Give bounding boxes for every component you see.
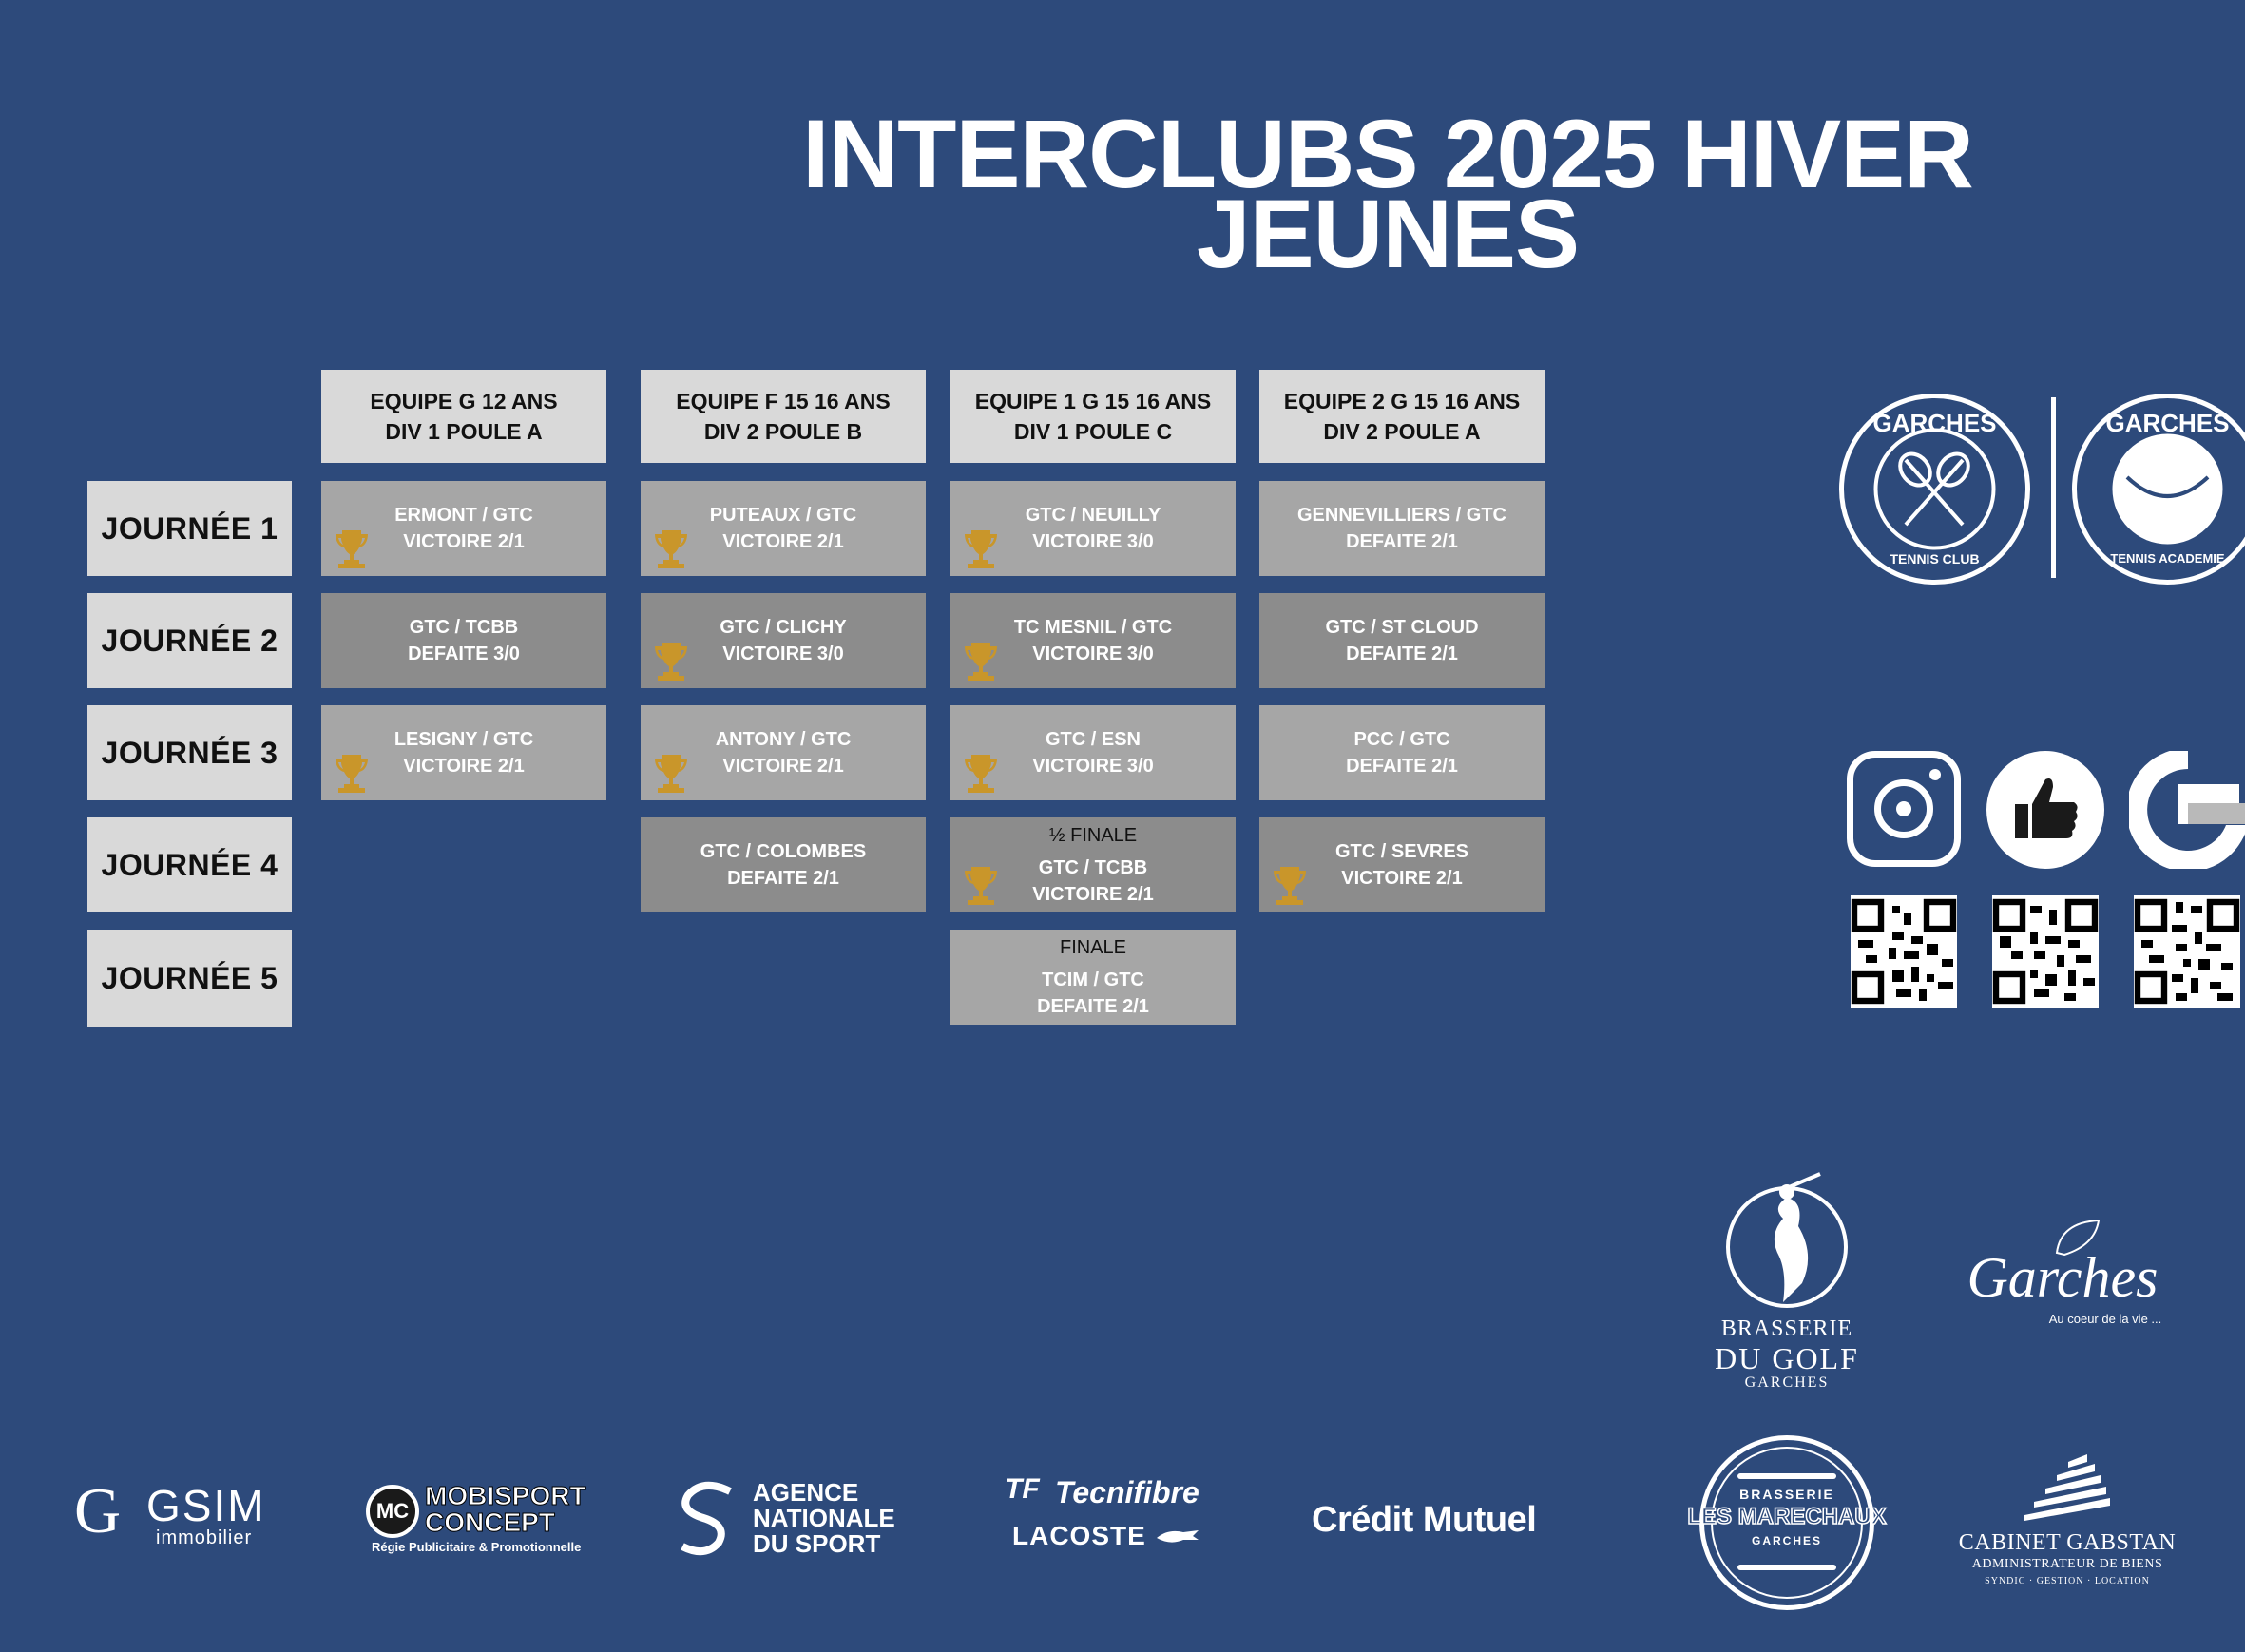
- tennis-academie-top: GARCHES: [2105, 409, 2230, 437]
- lacoste-name: LACOSTE: [1012, 1521, 1146, 1550]
- garches-name: Garches: [1967, 1246, 2159, 1309]
- day-label-3: JOURNÉE 3: [87, 705, 292, 800]
- day-label-2: JOURNÉE 2: [87, 593, 292, 688]
- marechaux-bottom: GARCHES: [1751, 1534, 1822, 1547]
- match-teams: PUTEAUX / GTC: [709, 505, 857, 526]
- mobisport-sub: Régie Publicitaire & Promotionnelle: [372, 1540, 582, 1554]
- team-division: DIV 1 POULE A: [385, 419, 543, 444]
- crocodile-icon: [1155, 1525, 1200, 1547]
- team-division: DIV 2 POULE B: [703, 419, 863, 444]
- trophy-icon: [962, 753, 1000, 793]
- day-label-5: JOURNÉE 5: [87, 930, 292, 1027]
- brasserie-golf-line1: BRASSERIE: [1720, 1316, 1853, 1341]
- gsim-name: GSIM: [146, 1481, 266, 1530]
- match-teams: ERMONT / GTC: [394, 505, 533, 526]
- mobisport-line1: MOBISPORT: [425, 1481, 586, 1510]
- match-cell: [950, 705, 1236, 800]
- match-round: ½ FINALE: [1048, 825, 1138, 846]
- match-teams: ANTONY / GTC: [715, 729, 852, 750]
- match-result: VICTOIRE 2/1: [1341, 868, 1463, 889]
- knife-icon: [1737, 1565, 1836, 1570]
- gabstan-line1: CABINET GABSTAN: [1958, 1530, 2177, 1555]
- match-cell: [950, 481, 1236, 576]
- page-title: [779, 100, 1996, 288]
- team-header-1: [641, 370, 926, 463]
- trophy-icon: [333, 528, 371, 568]
- credit-mutuel-name: Crédit Mutuel: [1312, 1500, 1537, 1540]
- match-round: FINALE: [1059, 937, 1127, 958]
- match-cell: [641, 481, 926, 576]
- match-result: VICTOIRE 3/0: [722, 644, 844, 664]
- match-teams: GTC / TCBB: [409, 617, 519, 638]
- qr-code-instagram[interactable]: [1851, 895, 1957, 1008]
- marechaux-top: BRASSERIE: [1739, 1487, 1834, 1502]
- match-teams: LESIGNY / GTC: [393, 729, 534, 750]
- match-cell: [950, 593, 1236, 688]
- match-cell: [321, 593, 606, 688]
- trophy-icon: [652, 753, 690, 793]
- sponsor-gsim: [74, 1474, 283, 1548]
- match-cell: [321, 481, 606, 576]
- match-result: VICTOIRE 2/1: [403, 756, 525, 777]
- match-result: VICTOIRE 3/0: [1032, 644, 1154, 664]
- match-result: VICTOIRE 2/1: [722, 756, 844, 777]
- team-name: EQUIPE 1 G 15 16 ANS: [974, 389, 1212, 413]
- tecnifibre-logo-icon: TF: [1005, 1473, 1040, 1505]
- title-line-1: INTERCLUBS 2025 HIVER: [802, 100, 1973, 208]
- sponsor-cabinet-gabstan: [1948, 1445, 2186, 1597]
- match-teams: GTC / TCBB: [1038, 857, 1148, 878]
- ans-logo-icon: [675, 1478, 741, 1560]
- match-teams: GTC / SEVRES: [1334, 841, 1469, 862]
- sponsor-tecnifibre-lacoste: [1003, 1471, 1212, 1557]
- tecnifibre-name: Tecnifibre: [1055, 1475, 1199, 1509]
- match-result: VICTOIRE 3/0: [1032, 531, 1154, 552]
- match-result: DEFAITE 2/1: [1346, 531, 1458, 552]
- match-result: VICTOIRE 2/1: [1032, 884, 1154, 905]
- match-result: DEFAITE 2/1: [1037, 996, 1149, 1017]
- facebook-like-icon[interactable]: [1986, 751, 2104, 869]
- sponsor-brasserie-du-golf: [1692, 1169, 1882, 1407]
- team-name: EQUIPE F 15 16 ANS: [676, 389, 891, 413]
- match-teams: GENNEVILLIERS / GTC: [1296, 505, 1507, 526]
- team-header-0: [321, 370, 606, 463]
- trophy-icon: [962, 865, 1000, 905]
- match-result: VICTOIRE 3/0: [1032, 756, 1154, 777]
- marechaux-name: LES MARECHAUX: [1687, 1504, 1887, 1529]
- team-name: EQUIPE G 12 ANS: [370, 389, 558, 413]
- match-teams: GTC / COLOMBES: [700, 841, 867, 862]
- team-division: DIV 2 POULE A: [1323, 419, 1481, 444]
- logo-divider: [2051, 397, 2056, 578]
- trophy-icon: [333, 753, 371, 793]
- sponsor-garches-ville: [1948, 1217, 2177, 1331]
- match-cell: [641, 817, 926, 912]
- trophy-icon: [1271, 865, 1309, 905]
- tennis-academie-logo: [2070, 392, 2245, 586]
- building-icon: [2015, 1445, 2120, 1521]
- golfer-icon: [1692, 1169, 1882, 1312]
- match-cell: [641, 705, 926, 800]
- sponsor-credit-mutuel: [1312, 1500, 1587, 1547]
- gabstan-line3: SYNDIC · GESTION · LOCATION: [1985, 1576, 2150, 1586]
- qr-code-google[interactable]: [2134, 895, 2240, 1008]
- gsim-sub: immobilier: [156, 1527, 253, 1548]
- sponsor-ans: [675, 1478, 903, 1564]
- ans-line2: NATIONALE: [753, 1504, 895, 1532]
- match-teams: PCC / GTC: [1353, 729, 1450, 750]
- trophy-icon: [962, 641, 1000, 681]
- match-result: VICTOIRE 2/1: [722, 531, 844, 552]
- day-label-1: JOURNÉE 1: [87, 481, 292, 576]
- mobisport-line2: CONCEPT: [425, 1508, 555, 1537]
- match-result: VICTOIRE 2/1: [403, 531, 525, 552]
- tennis-academie-bottom: TENNIS ACADEMIE: [2110, 551, 2225, 566]
- mc-logo-icon: MC: [366, 1485, 419, 1538]
- match-teams: GTC / NEUILLY: [1025, 505, 1161, 526]
- tennis-club-bottom: TENNIS CLUB: [1890, 551, 1980, 567]
- trophy-icon: [652, 528, 690, 568]
- garches-tagline: Au coeur de la vie ...: [2048, 1312, 2162, 1326]
- match-cell: [1259, 593, 1545, 688]
- google-icon[interactable]: [2129, 751, 2245, 869]
- match-teams: TC MESNIL / GTC: [1013, 617, 1173, 638]
- trophy-icon: [962, 528, 1000, 568]
- tennis-club-logo: [1837, 392, 2032, 586]
- fork-icon: [1737, 1473, 1836, 1479]
- match-result: DEFAITE 2/1: [1346, 756, 1458, 777]
- sponsor-les-marechaux: [1682, 1435, 1891, 1616]
- match-result: DEFAITE 2/1: [727, 868, 839, 889]
- match-teams: GTC / CLICHY: [720, 617, 847, 638]
- match-cell: [1259, 481, 1545, 576]
- team-header-3: [1259, 370, 1545, 463]
- team-name: EQUIPE 2 G 15 16 ANS: [1283, 389, 1521, 413]
- trophy-icon: [652, 641, 690, 681]
- ans-line3: DU SPORT: [753, 1529, 881, 1558]
- brasserie-golf-line3: GARCHES: [1744, 1374, 1830, 1391]
- sponsor-mobisport: [366, 1481, 594, 1557]
- day-label-4: JOURNÉE 4: [87, 817, 292, 912]
- match-teams: GTC / ESN: [1045, 729, 1141, 750]
- tennis-club-top: GARCHES: [1872, 409, 1997, 437]
- team-header-2: [950, 370, 1236, 463]
- match-cell: [1259, 817, 1545, 912]
- match-cell: [641, 593, 926, 688]
- brasserie-golf-line2: DU GOLF: [1715, 1341, 1859, 1375]
- match-teams: GTC / ST CLOUD: [1325, 617, 1479, 638]
- team-division: DIV 1 POULE C: [1013, 419, 1173, 444]
- match-cell: [1259, 705, 1545, 800]
- match-cell: [950, 817, 1236, 912]
- instagram-icon[interactable]: [1847, 751, 1961, 867]
- title-line-2: JEUNES: [1196, 180, 1580, 288]
- match-result: DEFAITE 2/1: [1346, 644, 1458, 664]
- ans-line1: AGENCE: [753, 1478, 859, 1507]
- gabstan-line2: ADMINISTRATEUR DE BIENS: [1971, 1557, 2163, 1571]
- match-teams: TCIM / GTC: [1042, 970, 1144, 990]
- qr-code-facebook[interactable]: [1992, 895, 2099, 1008]
- match-cell: [321, 705, 606, 800]
- match-result: DEFAITE 3/0: [408, 644, 520, 664]
- match-cell: [950, 930, 1236, 1025]
- gsim-logo-icon: G: [74, 1474, 122, 1546]
